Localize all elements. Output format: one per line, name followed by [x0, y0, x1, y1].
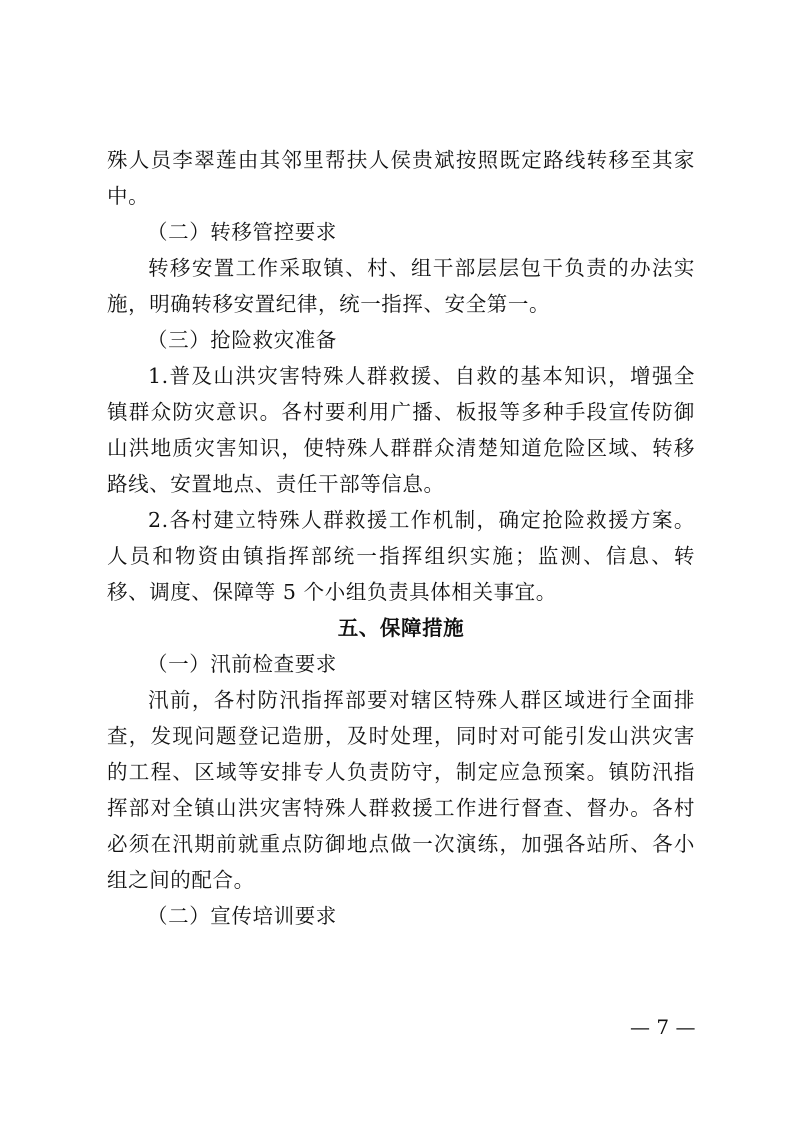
- document-body: [107, 142, 695, 934]
- paragraph-rescue-item-2: 2.各村建立特殊人群救援工作机制，确定抢险救援方案。人员和物资由镇指挥部统一指挥组织实施；监测、信息、转移、调度、保障等 5 个小组负责具体相关事宜。: [107, 508, 695, 604]
- paragraph-transfer-control: 转移安置工作采取镇、村、组干部层层包干负责的办法实施，明确转移安置纪律，统一指挥、安全第一。: [107, 256, 695, 316]
- page-number: — 7 —: [630, 1015, 696, 1039]
- paragraph-transfer-continuation: 殊人员李翠莲由其邻里帮扶人侯贵斌按照既定路线转移至其家中。: [107, 148, 695, 208]
- section-heading-safeguards: 五、保障措施: [337, 616, 465, 640]
- subheading-pre-flood-inspection: （一）汛前检查要求: [147, 652, 337, 676]
- paragraph-pre-flood-inspection: 汛前，各村防汛指挥部要对辖区特殊人群区域进行全面排查，发现问题登记造册，及时处理，同时对可能引发山洪灾害的工程、区域等安排专人负责防守，制定应急预案。镇防汛指挥部对全镇山洪灾害特殊人群救援工作进行督查、督办。各村必须在汛期前就重点防御地点做一次演练，加强各站所、各小组之间的配合。: [107, 688, 695, 892]
- subheading-publicity-training: （二）宣传培训要求: [147, 904, 337, 928]
- subheading-rescue-preparation: （三）抢险救灾准备: [147, 328, 337, 352]
- subheading-transfer-control: （二）转移管控要求: [147, 220, 337, 244]
- paragraph-rescue-item-1: 1.普及山洪灾害特殊人群救援、自救的基本知识，增强全镇群众防灾意识。各村要利用广播、板报等多种手段宣传防御山洪地质灾害知识，使特殊人群群众清楚知道危险区域、转移路线、安置地点、责任干部等信息。: [107, 364, 695, 496]
